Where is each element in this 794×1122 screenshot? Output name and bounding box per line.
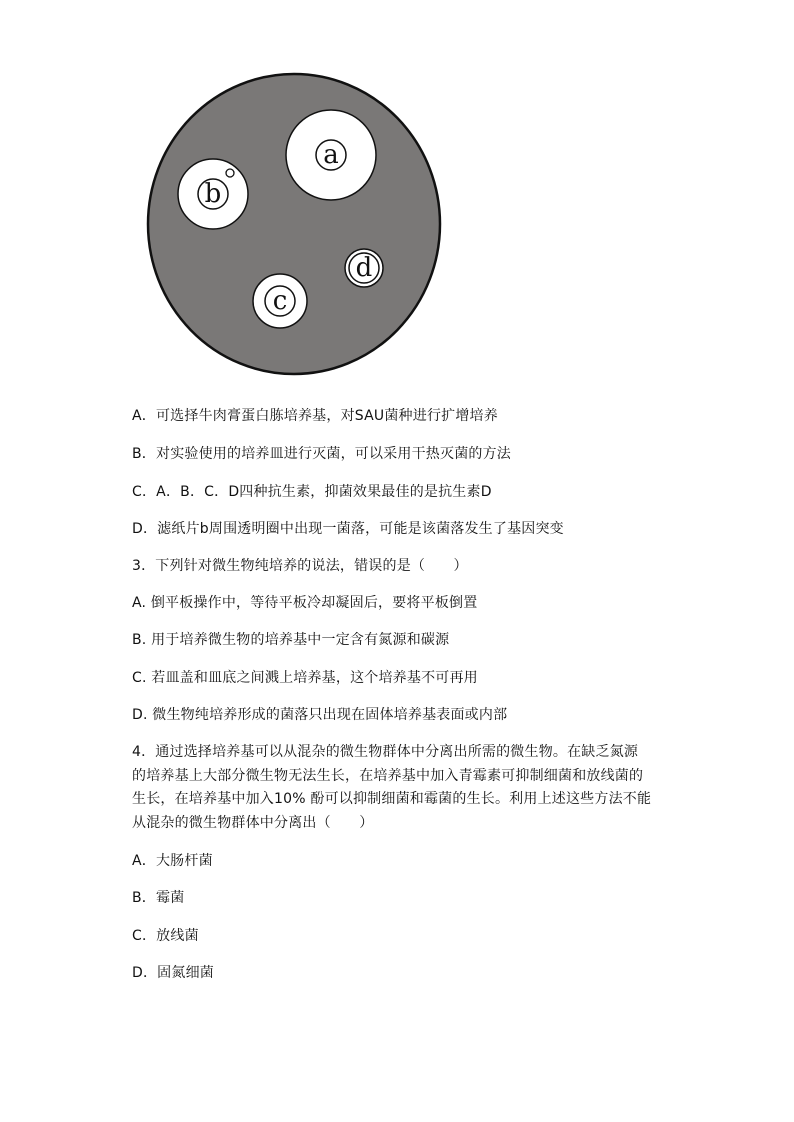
q4-stem-line: 4．通过选择培养基可以从混杂的微生物群体中分离出所需的微生物。在缺乏氮源 bbox=[132, 744, 639, 760]
q2-option-b: B．对实验使用的培养皿进行灭菌，可以采用干热灭菌的方法 bbox=[132, 446, 512, 462]
q4-option-a: A．大肠杆菌 bbox=[132, 853, 213, 869]
culture-medium bbox=[148, 74, 440, 374]
q3-stem: 3．下列针对微生物纯培养的说法，错误的是（ ） bbox=[132, 558, 468, 574]
colony-in-zone-b bbox=[226, 169, 234, 177]
q4-stem bbox=[132, 741, 672, 835]
label-a: a bbox=[323, 140, 339, 170]
q4-stem-line: 的培养基上大部分微生物无法生长，在培养基中加入青霉素可抑制细菌和放线菌的 bbox=[132, 767, 644, 784]
q4-option-d: D．固氮细菌 bbox=[132, 965, 214, 981]
label-b: b bbox=[204, 179, 222, 209]
q4-stem-line: 从混杂的微生物群体中分离出（ ） bbox=[132, 814, 374, 831]
q3-option-b: B. 用于培养微生物的培养基中一定含有氮源和碳源 bbox=[132, 632, 450, 648]
label-d: d bbox=[355, 253, 373, 283]
q4-option-b: B．霉菌 bbox=[132, 890, 185, 906]
petri-dish-figure bbox=[142, 70, 446, 380]
q2-option-a: A．可选择牛肉膏蛋白胨培养基，对SAU菌种进行扩增培养 bbox=[132, 408, 498, 424]
label-c: c bbox=[272, 286, 288, 316]
q3-option-d: D. 微生物纯培养形成的菌落只出现在固体培养基表面或内部 bbox=[132, 707, 508, 723]
q4-option-c: C．放线菌 bbox=[132, 928, 199, 944]
petri-dish-svg bbox=[142, 70, 446, 380]
q4-stem-line: 生长，在培养基中加入10% 酚可以抑制细菌和霉菌的生长。利用上述这些方法不能 bbox=[132, 791, 652, 807]
q3-option-c: C. 若皿盖和皿底之间溅上培养基，这个培养基不可再用 bbox=[132, 670, 478, 686]
q3-option-a: A. 倒平板操作中，等待平板冷却凝固后，要将平板倒置 bbox=[132, 595, 478, 611]
q2-option-c: C．A．B．C．D四种抗生素，抑菌效果最佳的是抗生素D bbox=[132, 484, 492, 500]
q2-option-d: D．滤纸片b周围透明圈中出现一菌落，可能是该菌落发生了基因突变 bbox=[132, 521, 564, 537]
